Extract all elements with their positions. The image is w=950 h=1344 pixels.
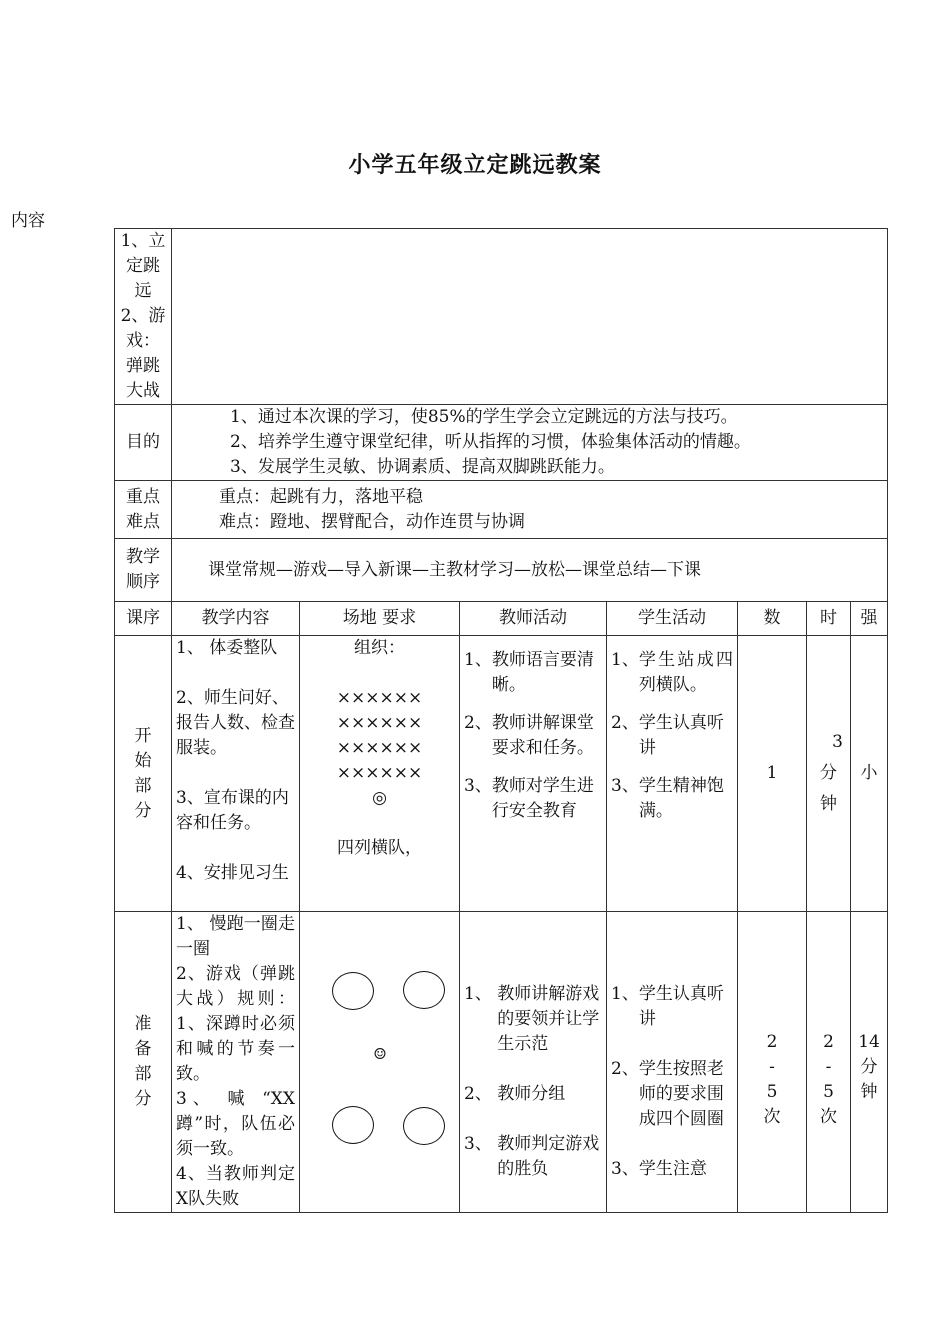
group-circle: [332, 972, 374, 1010]
header-cell: 教师活动: [460, 602, 607, 636]
formation-row: ××××××: [336, 713, 423, 733]
start-label-char: 部: [134, 775, 152, 796]
prep-label-char: 分: [134, 1089, 152, 1109]
sequence-label-2: 顺序: [126, 572, 160, 592]
teacher-activity-item: 1、 教师语言要清晰。: [464, 650, 594, 695]
student-activity-item: 2、 学生按照老师的要求围成四个圆圈: [611, 1059, 724, 1129]
page-title: 小学五年级立定跳远教案: [348, 153, 602, 178]
teacher-activity-item: 2、 教师分组: [464, 1084, 566, 1104]
prep-time-cell: [807, 912, 851, 1213]
content-heading: 内容: [11, 211, 45, 231]
formation-row: ××××××: [336, 738, 423, 758]
prep-intensity-part: 钟: [860, 1082, 878, 1102]
prep-section-label: [115, 912, 172, 1213]
prep-site-cell: [300, 912, 460, 1213]
lesson-plan-table: [114, 228, 888, 1213]
difficulty-label: 难点: [126, 511, 160, 532]
key-point-text: 重点：起跳有力，落地平稳: [219, 486, 423, 507]
start-section-label: [115, 636, 172, 912]
formation-row: ××××××: [336, 763, 423, 783]
site-org-label: 组织：: [354, 638, 405, 658]
prep-count-cell: [738, 912, 807, 1213]
prep-count-part: 次: [763, 1107, 781, 1127]
start-student-cell: [607, 636, 738, 912]
start-content-item: 2、师生问好、报告人数、检查服装。: [176, 688, 295, 758]
key-points-cell: [172, 481, 888, 539]
prep-content-item: 4、当教师判定X队失败: [176, 1164, 295, 1209]
prep-intensity-part: 14: [858, 1032, 880, 1052]
difficulty-text: 难点：蹬地、摆臂配合，动作连贯与协调: [219, 511, 525, 532]
key-label: 重点: [126, 486, 160, 507]
start-time-value: 3: [832, 732, 843, 752]
group-circle: [403, 971, 445, 1009]
content-cell: [115, 229, 172, 405]
objective-line: 2、培养学生遵守课堂纪律，听从指挥的习惯，体验集体活动的情趣。: [230, 432, 751, 452]
start-intensity-cell: 小: [851, 636, 888, 912]
group-circle: [332, 1106, 374, 1144]
student-activity-item: 3、 学生注意: [611, 1159, 707, 1179]
start-teacher-cell: [460, 636, 607, 912]
prep-time-part: -: [825, 1057, 832, 1077]
start-label-char: 分: [134, 800, 152, 821]
objective-label: 目的: [115, 405, 172, 481]
game-diagram: [300, 913, 460, 1211]
content-empty-cell: [172, 229, 888, 405]
start-content-cell: [172, 636, 300, 912]
prep-content-item: 1、 慢跑一圈走一圈: [176, 914, 295, 959]
teacher-activity-item: 1、 教师讲解游戏的要领并让学生示范: [464, 984, 600, 1054]
site-note: 四列横队，: [337, 838, 422, 858]
prep-count-part: 5: [766, 1082, 778, 1102]
prep-time-part: 5: [823, 1082, 834, 1102]
start-content-item: 3、宣布课的内容和任务。: [176, 788, 289, 833]
start-time-unit: 分: [820, 763, 837, 783]
header-cell: 强: [851, 602, 888, 636]
prep-count-part: -: [769, 1057, 775, 1077]
content-line: 戏：: [126, 331, 160, 351]
prep-intensity-part: 分: [860, 1057, 878, 1077]
sequence-cell: [172, 539, 888, 602]
objective-line: 3、发展学生灵敏、协调素质、提高双脚跳跃能力。: [230, 457, 615, 477]
start-content-item: 1、 体委整队: [176, 638, 278, 658]
prep-student-cell: [607, 912, 738, 1213]
prep-label-char: 部: [134, 1064, 152, 1084]
teacher-activity-item: 3、 教师对学生进行安全教育: [464, 776, 594, 821]
prep-content-item: 2、游戏（弹跳大战）规则：1、深蹲时必须和喊的节奏一致。: [176, 964, 295, 1084]
student-activity-item: 2、 学生认真听讲: [611, 713, 724, 758]
student-activity-item: 3、 学生精神饱满。: [611, 776, 724, 821]
start-count-cell: 1: [738, 636, 807, 912]
start-content-item: 4、安排见习生: [176, 863, 289, 883]
teacher-activity-item: 3、 教师判定游戏的胜负: [464, 1134, 600, 1179]
content-line: 1、立: [120, 231, 166, 251]
teacher-activity-item: 2、 教师讲解课堂要求和任务。: [464, 713, 594, 758]
content-line: 远: [134, 281, 152, 301]
content-line: 定跳: [126, 256, 160, 276]
header-cell: 时: [807, 602, 851, 636]
student-activity-item: 1、 学生站成四列横队。: [611, 650, 733, 695]
content-line: 2、游: [120, 306, 166, 326]
sequence-label-1: 教学: [126, 547, 160, 567]
formation-row: ××××××: [336, 688, 423, 708]
key-points-row: [115, 481, 888, 539]
key-points-label: [115, 481, 172, 539]
header-cell: 场地 要求: [300, 602, 460, 636]
header-row: [115, 602, 888, 636]
student-activity-item: 1、 学生认真听讲: [611, 984, 724, 1029]
content-line: 弹跳: [126, 356, 160, 376]
sequence-label: [115, 539, 172, 602]
prep-time-part: 次: [820, 1107, 837, 1127]
sequence-row: [115, 539, 888, 602]
start-site-cell: [300, 636, 460, 912]
sequence-text: 课堂常规—游戏—导入新课—主教材学习—放松—课堂总结—下课: [208, 559, 701, 580]
start-time-unit: 钟: [820, 794, 837, 814]
objective-line: 1、通过本次课的学习，使85%的学生学会立定跳远的方法与技巧。: [230, 407, 738, 427]
objective-row: [115, 405, 888, 481]
prep-label-char: 备: [134, 1039, 152, 1059]
header-cell: 学生活动: [607, 602, 738, 636]
prep-intensity-cell: [851, 912, 888, 1213]
teacher-position-icon: ◎: [372, 788, 387, 808]
start-label-char: 开: [134, 725, 152, 746]
header-cell: 课序: [115, 602, 172, 636]
prep-count-part: 2: [766, 1032, 778, 1052]
teacher-smiley-icon: ☺: [373, 1045, 387, 1063]
content-line: 大战: [126, 381, 160, 401]
prep-teacher-cell: [460, 912, 607, 1213]
group-circle: [403, 1107, 445, 1145]
prep-content-cell: [172, 912, 300, 1213]
content-row: [115, 229, 888, 405]
prep-content-item: 3、 喊 “XX蹲”时，队伍必须一致。: [176, 1089, 295, 1159]
start-section-row: [115, 636, 888, 912]
header-cell: 教学内容: [172, 602, 300, 636]
start-time-cell: [807, 636, 851, 912]
objective-cell: [172, 405, 888, 481]
prep-label-char: 准: [134, 1014, 152, 1034]
header-cell: 数: [738, 602, 807, 636]
start-label-char: 始: [134, 750, 152, 771]
prep-section-row: [115, 912, 888, 1213]
prep-time-part: 2: [823, 1032, 834, 1052]
